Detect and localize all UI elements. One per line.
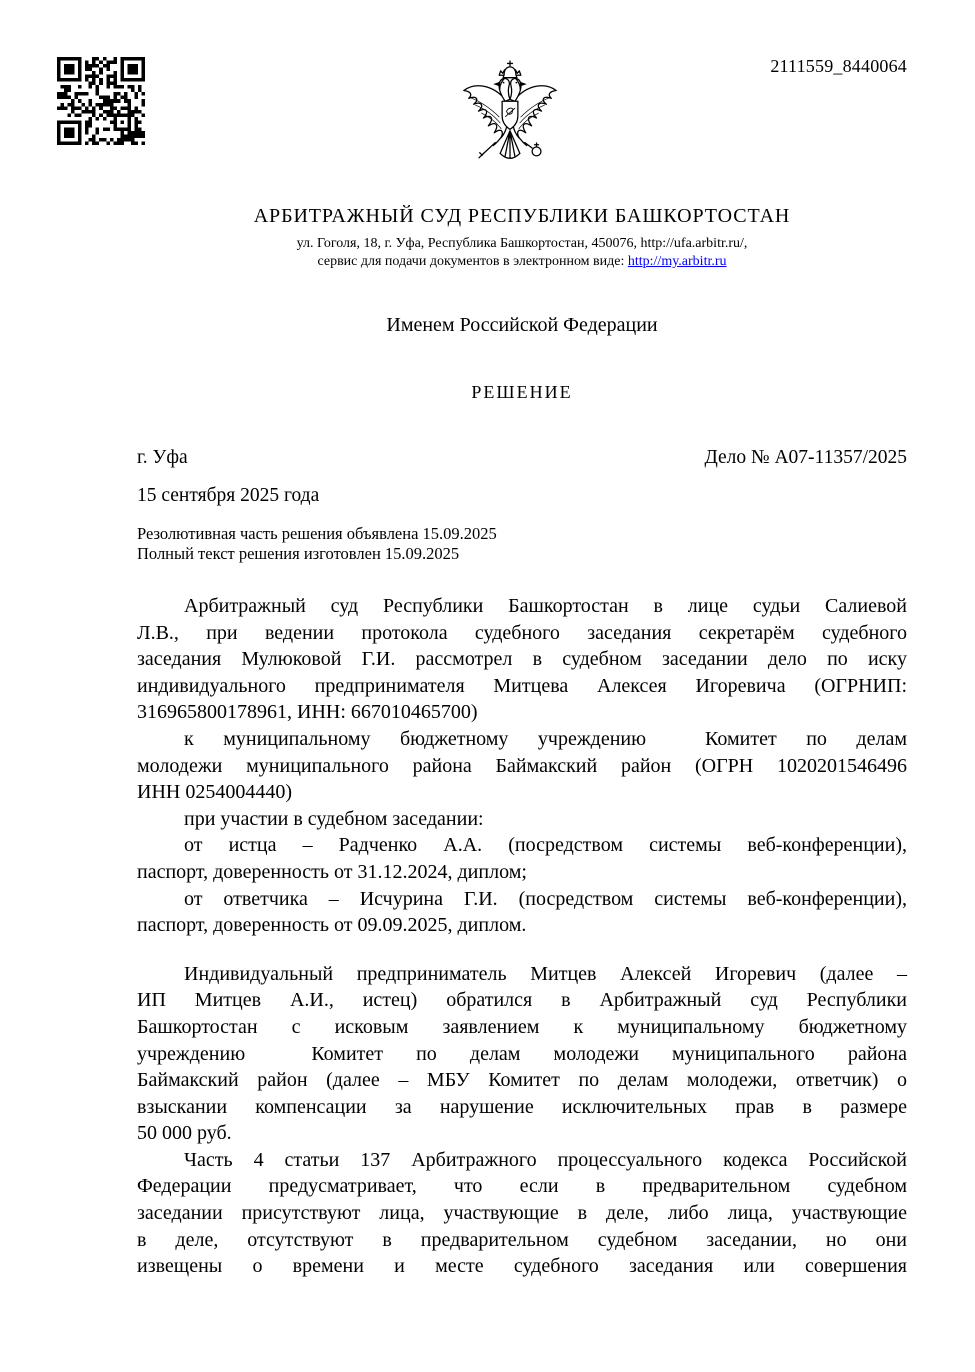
paragraph [137, 593, 907, 726]
paragraph-line: 50 000 руб. [137, 1122, 232, 1145]
paragraph-line: Часть 4 статьи 137 Арбитражного процессуального кодекса Российской [184, 1148, 907, 1171]
body-paragraphs [137, 593, 907, 1280]
city-case-row [137, 446, 907, 470]
paragraph-line: извещены о времени и месте судебного заседания или совершения [137, 1255, 907, 1278]
paragraph-line: в деле, отсутствуют в предварительном судебном заседании, но они [137, 1228, 907, 1251]
paragraph-line: паспорт, доверенность от 31.12.2024, диплом; [137, 860, 527, 883]
paragraph-line: Л.В., при ведении протокола судебного заседания секретарём судебного [137, 621, 907, 644]
coat-of-arms-icon [455, 60, 565, 176]
eservice-prefix: сервис для подачи документов в электронном виде: [317, 254, 625, 269]
paragraph-line: Индивидуальный предприниматель Митцев Алексей Игоревич (далее – [184, 962, 907, 985]
paragraph-line: ИНН 0254004440) [137, 781, 292, 804]
paragraph-line: учреждению Комитет по делам молодежи муниципального района [137, 1042, 907, 1065]
document-content [0, 204, 975, 1280]
document-header-zone [0, 0, 975, 178]
decision-date: 15 сентября 2025 года [137, 485, 320, 506]
prepared-line: Полный текст решения изготовлен 15.09.2025 [137, 544, 460, 563]
paragraph [137, 726, 907, 806]
paragraph-line: Баймакский район (далее – МБУ Комитет по делам молодежи, ответчик) о [137, 1069, 907, 1092]
paragraph-line: к муниципальному бюджетному учреждению Комитет по делам [184, 727, 907, 750]
paragraph-line: от истца – Радченко А.А. (посредством системы веб-конференции), [184, 834, 907, 857]
paragraph-line: Федерации предусматривает, что если в предварительном судебном [137, 1175, 907, 1198]
eservice-link[interactable]: http://my.arbitr.ru [627, 254, 727, 269]
city-label: г. Уфа [137, 447, 188, 468]
paragraph [137, 961, 907, 1147]
paragraph-line: индивидуального предпринимателя Митцева Алексея Игоревича (ОГРНИП: [137, 674, 907, 697]
qr-code-icon [57, 57, 145, 145]
paragraph-line: Арбитражный суд Республики Башкортостан в лице судьи Салиевой [184, 595, 907, 617]
court-address: ул. Гоголя, 18, г. Уфа, Республика Башкортостан, 450076, http://ufa.arbitr.ru/, [296, 236, 748, 251]
paragraph [137, 832, 907, 885]
court-name: АРБИТРАЖНЫЙ СУД РЕСПУБЛИКИ БАШКОРТОСТАН [253, 205, 791, 227]
paragraph-line: Башкортостан с исковым заявлением к муниципальному бюджетному [137, 1015, 907, 1038]
paragraph-line: при участии в судебном заседании: [184, 807, 484, 830]
in-the-name-line: Именем Российской Федерации [386, 314, 658, 336]
paragraph-line: 316965800178961, ИНН: 667010465700) [137, 701, 478, 724]
paragraph-line: заседании присутствуют лица, участвующие в деле, либо лица, участвующие [137, 1202, 907, 1225]
eservice-line [137, 253, 907, 271]
decision-title: РЕШЕНИЕ [471, 382, 573, 402]
announced-line: Резолютивная часть решения объявлена 15.09.2025 [137, 524, 497, 543]
case-number: Дело № А07-11357/2025 [704, 447, 907, 468]
paragraph-line: паспорт, доверенность от 09.09.2025, диплом. [137, 914, 527, 937]
paragraph-line: взыскании компенсации за нарушение исключительных прав в размере [137, 1095, 907, 1118]
paragraph-line: заседания Мулюковой Г.И. рассмотрел в судебном заседании дело по иску [137, 648, 907, 671]
paragraph-line: ИП Митцев А.И., истец) обратился в Арбитражный суд Республики [137, 989, 907, 1012]
paragraph-line: молодежи муниципального района Баймакский район (ОГРН 1020201546496 [137, 754, 907, 777]
paragraph [137, 806, 907, 833]
paragraph [137, 1147, 907, 1280]
paragraph-line: от ответчика – Исчурина Г.И. (посредством системы веб-конференции), [184, 887, 907, 910]
paragraph [137, 886, 907, 939]
document-number: 2111559_8440064 [770, 56, 907, 76]
